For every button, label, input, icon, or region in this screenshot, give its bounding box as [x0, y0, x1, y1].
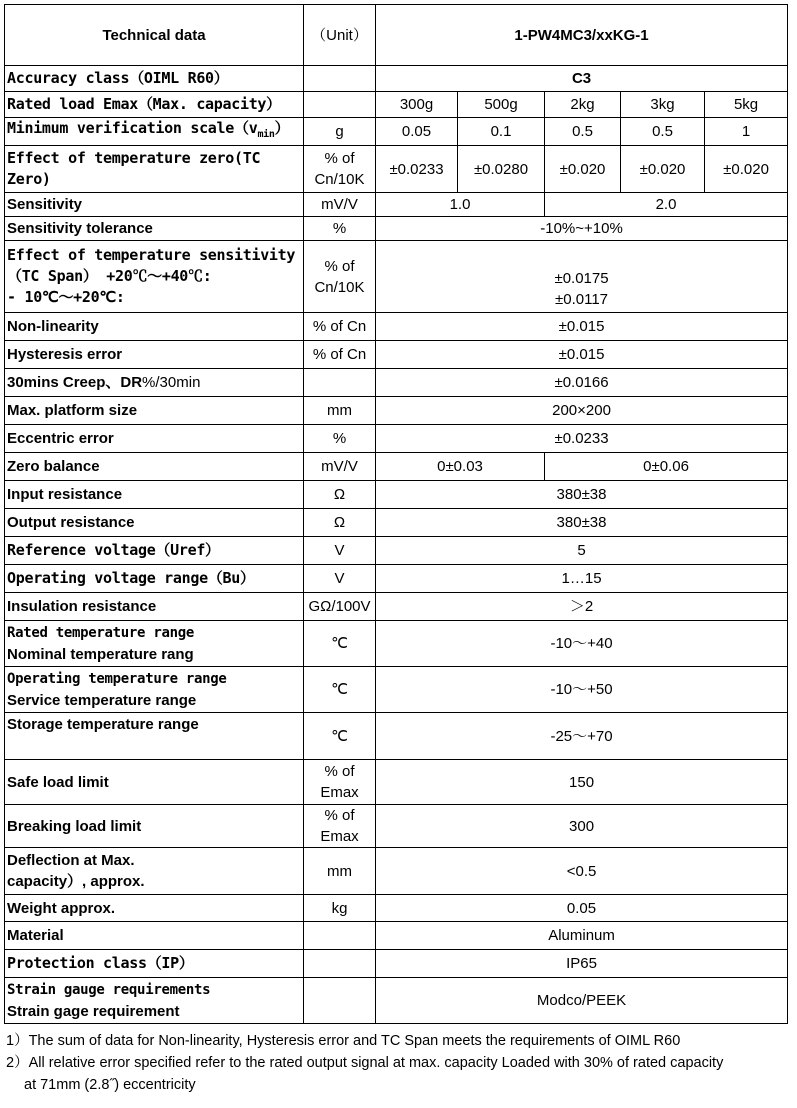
value-cell: 0.5 [621, 118, 705, 146]
row-reference-voltage [5, 537, 788, 565]
value-cell: 0.05 [376, 118, 458, 146]
row-sensitivity-tolerance [5, 217, 788, 241]
param-label: Rated load Emax（Max. capacity） [5, 92, 304, 118]
value-cell: ＞2 [376, 593, 788, 621]
row-rated-temperature [5, 621, 788, 667]
row-insulation-resistance [5, 593, 788, 621]
value-cell: 1.0 [376, 193, 545, 217]
value-cell: ±0.0166 [376, 369, 788, 397]
value-cell: C3 [376, 66, 788, 92]
row-operating-temperature [5, 667, 788, 713]
value-cell: 2.0 [545, 193, 788, 217]
technical-data-table [4, 4, 788, 1024]
param-label: Max. platform size [5, 397, 304, 425]
value-cell: ±0.0175 ±0.0117 [376, 241, 788, 313]
unit-cell [304, 92, 376, 118]
value-cell: 5 [376, 537, 788, 565]
header-param: Technical data [5, 5, 304, 66]
unit-cell: GΩ/100V [304, 593, 376, 621]
row-non-linearity [5, 313, 788, 341]
value-cell: 5kg [705, 92, 788, 118]
footnotes [6, 1030, 794, 1096]
unit-cell: mV/V [304, 453, 376, 481]
row-strain-gauge [5, 978, 788, 1024]
unit-cell: Ω [304, 481, 376, 509]
param-label: Sensitivity tolerance [5, 217, 304, 241]
row-tc-zero [5, 146, 788, 193]
param-label: Input resistance [5, 481, 304, 509]
param-label: Hysteresis error [5, 341, 304, 369]
value-cell: ±0.020 [621, 146, 705, 193]
param-label: Breaking load limit [5, 805, 304, 848]
value-cell: 0±0.03 [376, 453, 545, 481]
row-breaking-load [5, 805, 788, 848]
value-cell: 0.1 [458, 118, 545, 146]
value-cell: ±0.0233 [376, 146, 458, 193]
row-operating-voltage [5, 565, 788, 593]
footnote-2-continued: at 71mm (2.8˝) eccentricity [24, 1077, 196, 1093]
value-cell: 2kg [545, 92, 621, 118]
value-cell: ±0.015 [376, 341, 788, 369]
row-hysteresis [5, 341, 788, 369]
unit-cell: % of Cn/10K [304, 146, 376, 193]
row-accuracy [5, 66, 788, 92]
row-safe-load [5, 760, 788, 805]
value-cell: 300g [376, 92, 458, 118]
unit-cell: mV/V [304, 193, 376, 217]
row-tc-span [5, 241, 788, 313]
row-protection-class [5, 950, 788, 978]
unit-cell: mm [304, 397, 376, 425]
unit-cell: % of Cn [304, 341, 376, 369]
param-label: Sensitivity [5, 193, 304, 217]
value-cell: 3kg [621, 92, 705, 118]
footnote-1: 1）The sum of data for Non-linearity, Hysteresis error and TC Span meets the requirements of OIML R60 [6, 1033, 681, 1049]
param-label: Effect of temperature zero(TC Zero) [5, 146, 304, 193]
param-label: Weight approx. [5, 895, 304, 922]
unit-cell: g [304, 118, 376, 146]
param-label: Reference voltage（Uref） [5, 537, 304, 565]
row-deflection [5, 848, 788, 895]
row-min-verification [5, 118, 788, 146]
value-cell: ±0.015 [376, 313, 788, 341]
row-storage-temperature [5, 713, 788, 760]
unit-cell: Ω [304, 509, 376, 537]
value-cell: -10～+40 [376, 621, 788, 667]
value-cell: 1…15 [376, 565, 788, 593]
value-cell: -25～+70 [376, 713, 788, 760]
param-label: Rated temperature range Nominal temperature rang [5, 621, 304, 667]
param-label: Minimum verification $scale(v_{min})$ [5, 118, 304, 146]
row-zero-balance [5, 453, 788, 481]
unit-cell: mm [304, 848, 376, 895]
row-weight [5, 895, 788, 922]
param-label: Non-linearity [5, 313, 304, 341]
unit-cell: % of Cn [304, 313, 376, 341]
param-label: Output resistance [5, 509, 304, 537]
row-output-resistance [5, 509, 788, 537]
value-cell: -10～+50 [376, 667, 788, 713]
param-label: Safe load limit [5, 760, 304, 805]
value-cell: 150 [376, 760, 788, 805]
value-cell: 0.05 [376, 895, 788, 922]
value-cell: ±0.020 [705, 146, 788, 193]
param-label: Deflection at Max. capacity）, approx. [5, 848, 304, 895]
value-cell: 1 [705, 118, 788, 146]
value-cell: 0.5 [545, 118, 621, 146]
value-cell: -10%~+10% [376, 217, 788, 241]
unit-cell [304, 922, 376, 950]
unit-cell [304, 66, 376, 92]
param-label: Insulation resistance [5, 593, 304, 621]
value-cell: 0±0.06 [545, 453, 788, 481]
value-cell: 300 [376, 805, 788, 848]
header-unit: （Unit） [304, 5, 376, 66]
row-rated-load [5, 92, 788, 118]
value-cell: Modco/PEEK [376, 978, 788, 1024]
unit-cell: % of Cn/10K [304, 241, 376, 313]
unit-cell [304, 950, 376, 978]
unit-cell: % [304, 217, 376, 241]
param-label: Accuracy class（OIML R60） [5, 66, 304, 92]
value-cell: IP65 [376, 950, 788, 978]
param-label: Protection class（IP） [5, 950, 304, 978]
param-label: Operating voltage range（Bu） [5, 565, 304, 593]
value-cell: ±0.0280 [458, 146, 545, 193]
value-cell: Aluminum [376, 922, 788, 950]
row-eccentric-error [5, 425, 788, 453]
unit-cell: V [304, 537, 376, 565]
row-material [5, 922, 788, 950]
param-label: Strain gauge requirements Strain gage requirement [5, 978, 304, 1024]
param-label: Storage temperature range [5, 713, 304, 760]
row-platform-size [5, 397, 788, 425]
value-cell: <0.5 [376, 848, 788, 895]
value-cell: 380±38 [376, 481, 788, 509]
value-cell: 500g [458, 92, 545, 118]
unit-cell: V [304, 565, 376, 593]
unit-cell: % of Emax [304, 760, 376, 805]
param-label: 30mins Creep、DR%/30min [5, 369, 304, 397]
value-cell: 380±38 [376, 509, 788, 537]
unit-cell: ℃ [304, 621, 376, 667]
param-label: Zero balance [5, 453, 304, 481]
unit-cell [304, 978, 376, 1024]
param-label: Eccentric error [5, 425, 304, 453]
param-label: Material [5, 922, 304, 950]
header-row [5, 5, 788, 66]
param-label: Operating temperature range Service temperature range [5, 667, 304, 713]
unit-cell: kg [304, 895, 376, 922]
unit-cell: % of Emax [304, 805, 376, 848]
unit-cell [304, 369, 376, 397]
unit-cell: ℃ [304, 713, 376, 760]
value-cell: ±0.020 [545, 146, 621, 193]
param-label: Effect of temperature sensitivity （TC Span） +20℃～+40℃: - 10℃～+20℃: [5, 241, 304, 313]
value-cell: ±0.0233 [376, 425, 788, 453]
unit-cell: % [304, 425, 376, 453]
header-model: 1-PW4MC3/xxKG-1 [376, 5, 788, 66]
row-input-resistance [5, 481, 788, 509]
row-sensitivity [5, 193, 788, 217]
row-creep [5, 369, 788, 397]
value-cell: 200×200 [376, 397, 788, 425]
unit-cell: ℃ [304, 667, 376, 713]
footnote-2: 2）All relative error specified refer to the rated output signal at max. capacity Loaded with 30% of rated capacity [6, 1055, 724, 1071]
